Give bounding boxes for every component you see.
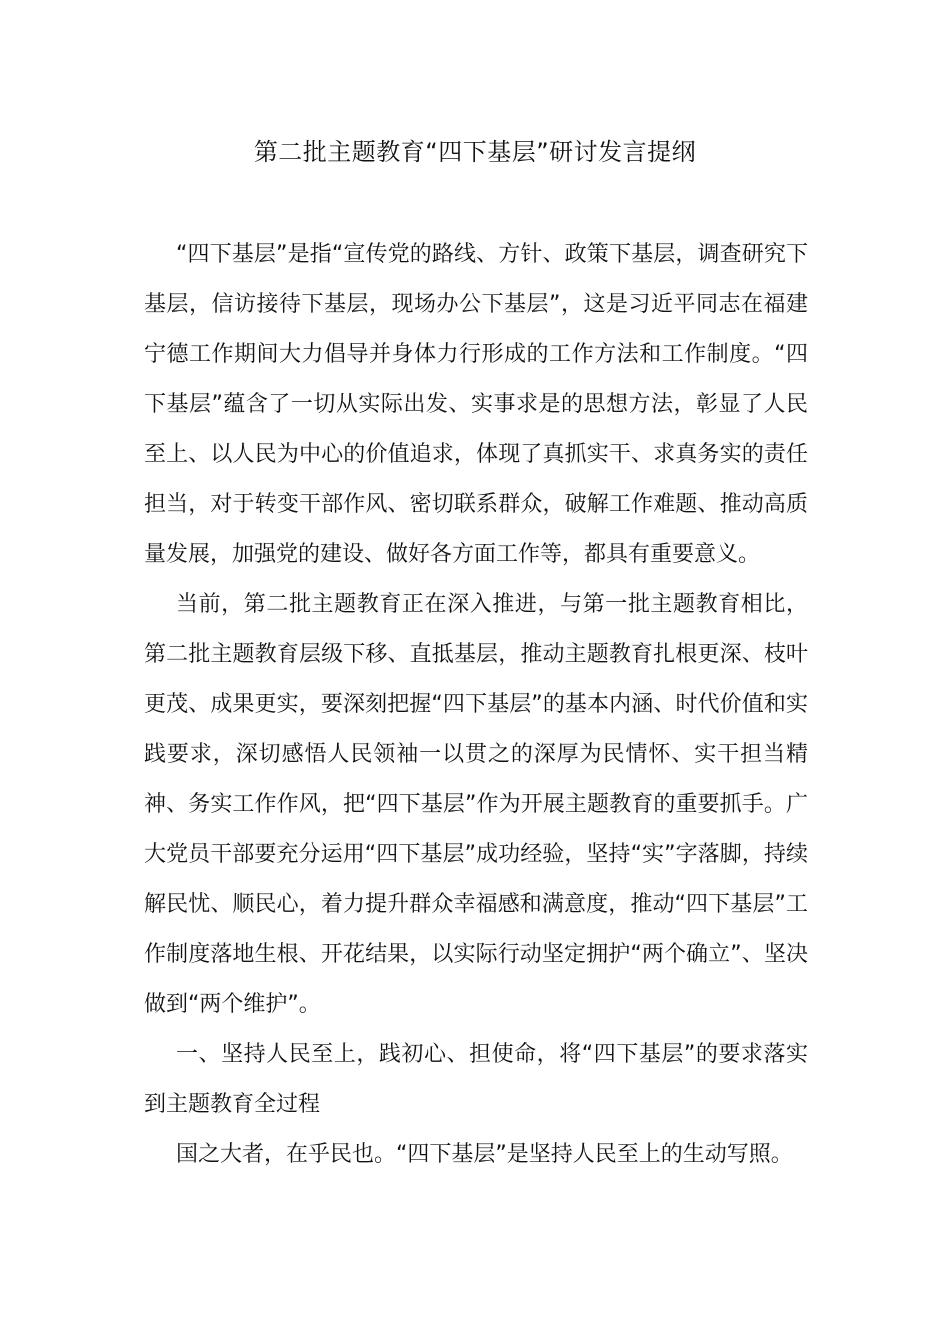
document-title: 第二批主题教育“四下基层”研讨发言提纲 [253, 138, 697, 166]
paragraph-section-one-start: 国之大者，在乎民也。“四下基层”是坚持人民至上的生动写照。 [176, 1142, 793, 1167]
section-heading-one: 一、坚持人民至上，践初心、担使命，将“四下基层”的要求落实到主题教育全过程 [144, 1042, 808, 1117]
paragraph-intro: “四下基层”是指“宣传党的路线、方针、政策下基层，调查研究下基层，信访接待下基层，现场办公下基层”，这是习近平同志在福建宁德工作期间大力倡导并身体力行形成的工作方法和工作制度。“四下基层”蕴含了一切从实际出发、实事求是的思想方法，彰显了人民至上、以人民为中心的价值追求，体现了真抓实干、求真务实的责任担当，对于转变干部作风、密切联系群众，破解工作难题、推动高质量发展，加强党的建设、做好各方面工作等，都具有重要意义。 [144, 242, 808, 567]
paragraph-current-situation: 当前，第二批主题教育正在深入推进，与第一批主题教育相比，第二批主题教育层级下移、直抵基层，推动主题教育扎根更深、枝叶更茂、成果更实，要深刻把握“四下基层”的基本内涵、时代价值和实践要求，深切感悟人民领袖一以贯之的深厚为民情怀、实干担当精神、务实工作作风，把“四下基层”作为开展主题教育的重要抓手。广大党员干部要充分运用“四下基层”成功经验，坚持“实”字落脚，持续解民忧、顺民心，着力提升群众幸福感和满意度，推动“四下基层”工作制度落地生根、开花结果，以实际行动坚定拥护“两个确立”、坚决做到“两个维护”。 [144, 592, 808, 1017]
document-body [144, 230, 808, 1180]
